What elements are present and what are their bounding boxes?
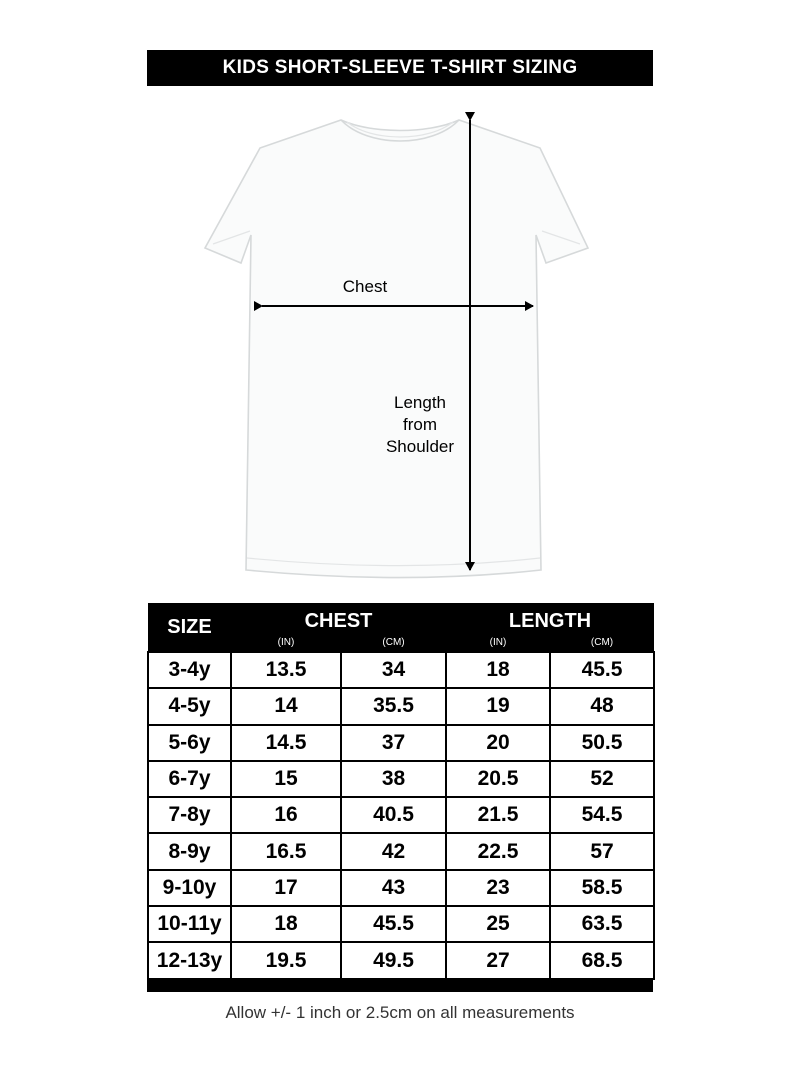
tshirt-illustration — [0, 100, 800, 590]
size-cell: 3-4y — [148, 652, 231, 688]
length-cm-cell: 54.5 — [550, 797, 654, 833]
table-row — [148, 652, 654, 688]
chest-cm-cell: 40.5 — [341, 797, 446, 833]
table-row — [148, 797, 654, 833]
chest-in-cell: 19.5 — [231, 942, 341, 978]
chest-cm-cell: 34 — [341, 652, 446, 688]
measurement-note: Allow +/- 1 inch or 2.5cm on all measurements — [225, 1003, 575, 1022]
chest-cm-cell: 49.5 — [341, 942, 446, 978]
length-label-line: Length — [394, 393, 446, 412]
tshirt-outline — [205, 120, 588, 578]
length-cm-cell: 52 — [550, 761, 654, 797]
length-in-cell: 20 — [446, 725, 550, 761]
table-row — [148, 688, 654, 724]
table-row — [148, 870, 654, 906]
chest-in-cell: 14 — [231, 688, 341, 724]
length-in-cell: 27 — [446, 942, 550, 978]
table-row — [148, 761, 654, 797]
table-footer-bar — [147, 980, 653, 992]
table-row — [148, 942, 654, 978]
length-in-cell: 22.5 — [446, 833, 550, 869]
chest-cm-cell: 42 — [341, 833, 446, 869]
chest-cm-cell: 37 — [341, 725, 446, 761]
size-cell: 8-9y — [148, 833, 231, 869]
header-length-in: (IN) — [446, 633, 550, 652]
length-cm-cell: 63.5 — [550, 906, 654, 942]
header-chest: CHEST — [231, 603, 446, 633]
chest-in-cell: 16 — [231, 797, 341, 833]
chest-label: Chest — [342, 277, 388, 296]
length-cm-cell: 58.5 — [550, 870, 654, 906]
tshirt-diagram — [0, 100, 800, 590]
length-cm-cell: 48 — [550, 688, 654, 724]
chest-cm-cell: 45.5 — [341, 906, 446, 942]
size-cell: 10-11y — [148, 906, 231, 942]
chest-cm-cell: 38 — [341, 761, 446, 797]
chest-in-cell: 17 — [231, 870, 341, 906]
length-in-cell: 20.5 — [446, 761, 550, 797]
size-cell: 5-6y — [148, 725, 231, 761]
header-chest-cm: (CM) — [341, 633, 446, 652]
size-cell: 9-10y — [148, 870, 231, 906]
table-row — [148, 906, 654, 942]
header-length-cm: (CM) — [550, 633, 654, 652]
length-label-line: from — [403, 415, 437, 434]
size-cell: 7-8y — [148, 797, 231, 833]
chest-in-cell: 18 — [231, 906, 341, 942]
chest-in-cell: 13.5 — [231, 652, 341, 688]
length-cm-cell: 57 — [550, 833, 654, 869]
header-size: SIZE — [148, 603, 231, 652]
length-in-cell: 19 — [446, 688, 550, 724]
size-cell: 4-5y — [148, 688, 231, 724]
page-title: KIDS SHORT-SLEEVE T-SHIRT SIZING — [147, 50, 653, 86]
length-in-cell: 18 — [446, 652, 550, 688]
chest-cm-cell: 35.5 — [341, 688, 446, 724]
size-cell: 12-13y — [148, 942, 231, 978]
header-length: LENGTH — [446, 603, 654, 633]
length-cm-cell: 50.5 — [550, 725, 654, 761]
table-row — [148, 725, 654, 761]
chest-in-cell: 15 — [231, 761, 341, 797]
length-in-cell: 23 — [446, 870, 550, 906]
size-cell: 6-7y — [148, 761, 231, 797]
length-label — [372, 392, 468, 458]
chest-in-cell: 14.5 — [231, 725, 341, 761]
size-table — [147, 603, 653, 992]
chest-in-cell: 16.5 — [231, 833, 341, 869]
length-cm-cell: 68.5 — [550, 942, 654, 978]
length-in-cell: 25 — [446, 906, 550, 942]
table-row — [148, 833, 654, 869]
chest-cm-cell: 43 — [341, 870, 446, 906]
length-label-line: Shoulder — [385, 437, 455, 456]
header-chest-in: (IN) — [231, 633, 341, 652]
length-cm-cell: 45.5 — [550, 652, 654, 688]
length-in-cell: 21.5 — [446, 797, 550, 833]
